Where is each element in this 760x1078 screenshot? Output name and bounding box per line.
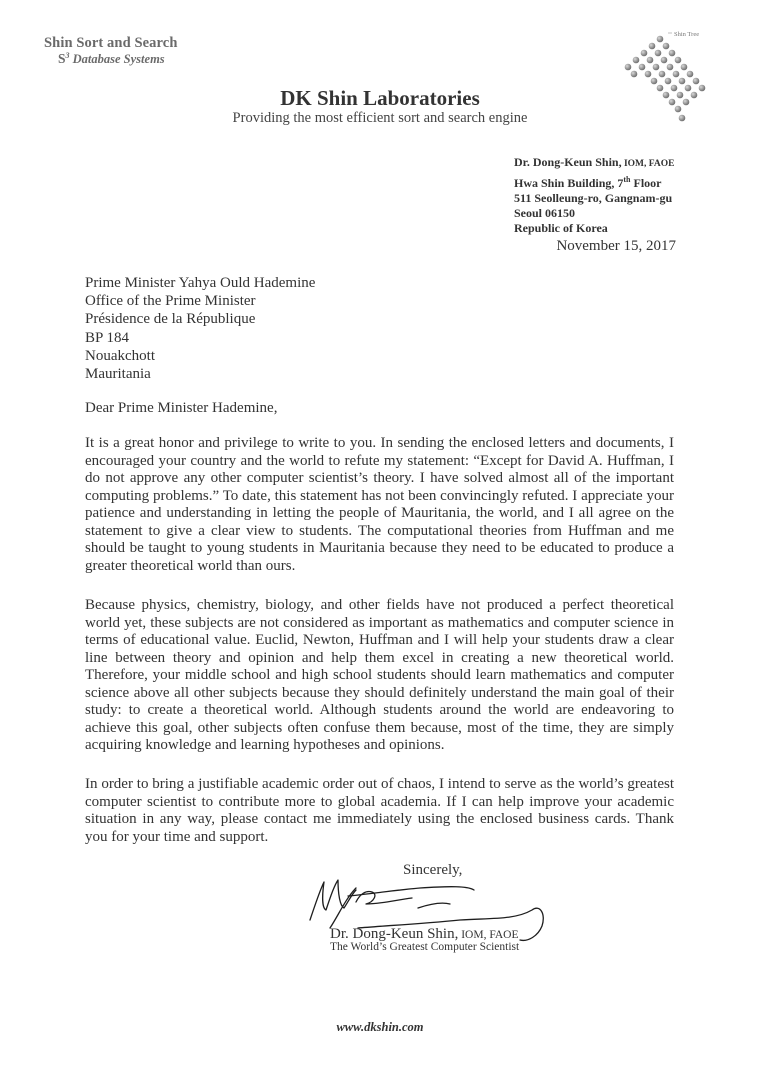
tree-node-dot	[681, 64, 688, 71]
tree-node-dot	[661, 57, 668, 64]
valediction: Sincerely,	[403, 862, 463, 878]
sender-country: Republic of Korea	[514, 221, 608, 235]
tree-node-dot	[647, 57, 654, 64]
sender-address	[514, 155, 674, 236]
tree-node-dot	[625, 64, 632, 71]
lab-tagline: Providing the most efficient sort and search engine	[232, 110, 528, 126]
tree-node-dot	[631, 71, 638, 78]
tree-node-dot	[667, 64, 674, 71]
shin-tree-label: Shin Tree	[674, 31, 700, 38]
tree-node-dot	[663, 43, 670, 50]
sender-credentials: IOM, FAOE	[621, 159, 675, 169]
body-paragraph-3: In order to bring a justifiable academic order out of chaos, I intend to serve as the world’s greatest computer scientist to contribute more to global academia. If I can help improve your academic situation in any way, please contact me immediately using the enclosed business cards. Thank you for your time and support.	[85, 776, 674, 845]
tree-node-dot	[675, 57, 682, 64]
tree-node-dot	[659, 71, 666, 78]
body-paragraph-2: Because physics, chemistry, biology, and other fields have not produced a perfect theoretical world yet, these subjects are not considered as important as mathematics and computer science in terms of educational value. Euclid, Newton, Huffman and I will help your students draw a clear line between theory and opinion and help them excel in creating a new theoretical world. Therefore, your middle school and high school students should learn mathematics and computer science above all other subjects because they should definitely understand the main goal of their study: to create a theoretical world. Although students around the world are endeavoring to achieve this goal, other subjects often confuse them because, most of the time, they are simply acquiring knowledge and learning hypotheses and opinions.	[85, 597, 674, 753]
recipient-line-4: BP 184	[85, 329, 130, 346]
salutation: Dear Prime Minister Hademine,	[85, 400, 278, 416]
body-paragraph-1: It is a great honor and privilege to write to you. In sending the enclosed letters and documents, I encouraged your country and the world to refute my statement: “Except for David A. Huffman, I do not approve any other computer scientist’s theory. I have solved almost all of the important computing problems.” To date, this statement has not been convincingly refuted. I appreciate your patience and understanding in letting the people of Mauritania, the world, and I all agree on the statement to give a clear view to students. The computational theories from Huffman and me should be taught to young students in Mauritania because they need to be educated to produce a greater theoretical world than ours.	[85, 435, 674, 574]
tree-node-dot	[665, 78, 672, 85]
recipient-line-3: Présidence de la République	[85, 311, 256, 328]
signer-name: Dr. Dong-Keun Shin,	[330, 926, 459, 942]
signer-title: The World’s Greatest Computer Scientist	[330, 941, 520, 953]
brand-s3: S	[58, 51, 66, 67]
sender-city: Seoul 06150	[514, 206, 576, 220]
sender-name: Dr. Dong-Keun Shin,	[514, 155, 622, 169]
tree-node-dot	[693, 78, 700, 85]
tree-node-dot	[655, 50, 662, 57]
tree-node-dot	[633, 57, 640, 64]
recipient-line-5: Nouakchott	[85, 347, 155, 364]
footer-website: www.dkshin.com	[336, 1020, 424, 1034]
tree-node-dot	[669, 50, 676, 57]
sender-building-line	[514, 172, 674, 191]
brand-subtitle	[58, 51, 165, 67]
sender-building-sup: th	[623, 175, 631, 184]
tree-node-dot	[645, 71, 652, 78]
tree-node-dot	[687, 71, 694, 78]
tree-node-dot	[639, 64, 646, 71]
recipient-line-1: Prime Minister Yahya Ould Hademine	[85, 275, 316, 291]
sender-name-line	[514, 155, 674, 172]
letter-date: November 15, 2017	[556, 238, 676, 254]
tree-node-dot	[651, 78, 658, 85]
tree-node-dot	[641, 50, 648, 57]
tree-node-dot	[679, 78, 686, 85]
recipient-line-6: Mauritania	[85, 366, 151, 383]
recipient-address	[85, 274, 315, 383]
tree-node-dot	[649, 43, 656, 50]
tree-node-dot	[653, 64, 660, 71]
lab-name: DK Shin Laboratories	[280, 86, 480, 110]
tree-node-dot	[657, 36, 664, 43]
sender-floor: Floor	[630, 176, 662, 190]
recipient-line-2: Office of the Prime Minister	[85, 293, 256, 310]
sender-street: 511 Seolleung-ro, Gangnam-gu	[514, 191, 673, 205]
signer-credentials: IOM, FAOE	[458, 929, 519, 941]
tree-node-dot	[673, 71, 680, 78]
sender-building: Hwa Shin Building, 7	[514, 176, 624, 190]
brand-subtitle-text: Database Systems	[69, 52, 165, 67]
brand-s3-superscript: 3	[65, 51, 70, 60]
brand-name: Shin Sort and Search	[44, 35, 178, 51]
